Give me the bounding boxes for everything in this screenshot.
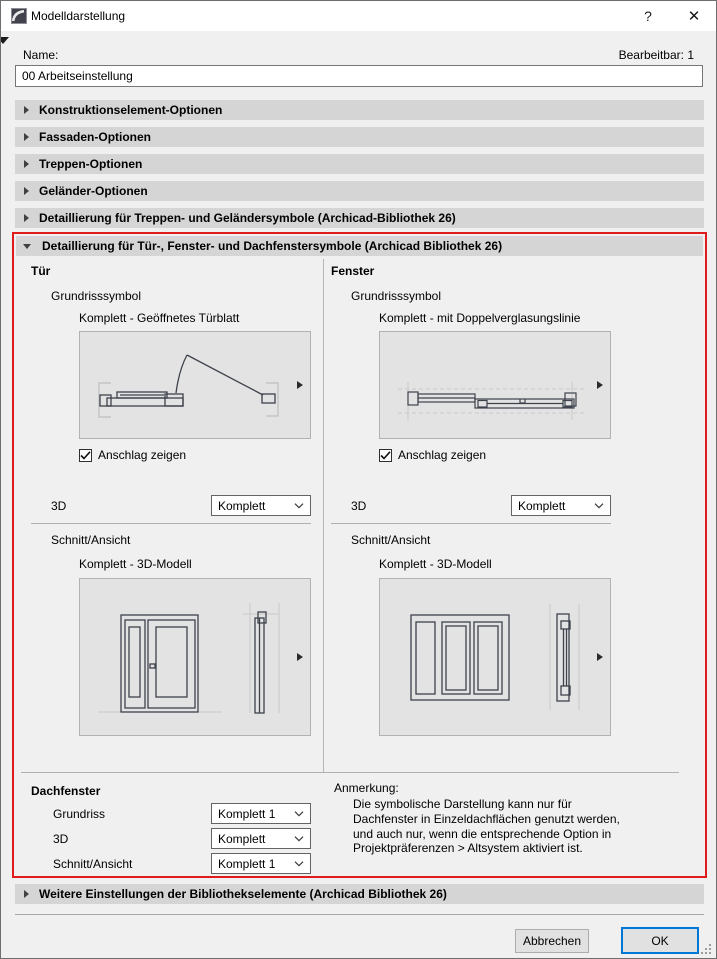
- help-button[interactable]: ?: [644, 8, 652, 24]
- door-section-value: Komplett - 3D-Modell: [79, 557, 192, 571]
- chevron-right-icon: [24, 890, 29, 898]
- chevron-down-icon: [294, 811, 304, 817]
- skylight-section-dropdown[interactable]: [211, 853, 311, 874]
- cancel-button[interactable]: Abbrechen: [515, 929, 589, 953]
- door-anschlag-checkbox-row: [79, 448, 186, 462]
- section-label: Detaillierung für Treppen- und Geländersymbole (Archicad-Bibliothek 26): [39, 211, 456, 225]
- chevron-down-icon: [594, 503, 604, 509]
- section-weitere-einstellungen[interactable]: [15, 884, 704, 904]
- title-bar: [1, 1, 716, 31]
- window-anschlag-label: Anschlag zeigen: [398, 448, 487, 462]
- window-elevation-preview[interactable]: [379, 578, 611, 736]
- chevron-right-icon: [24, 187, 29, 195]
- note-line: Projektpräferenzen > Altsystem aktiviert ist.: [353, 841, 583, 856]
- skylight-grundriss-label: Grundriss: [53, 807, 106, 821]
- window-plan-label: Grundrisssymbol: [351, 289, 442, 303]
- edge-marker-icon: [0, 37, 9, 44]
- flyout-arrow-icon[interactable]: [597, 653, 603, 661]
- door-3d-value: Komplett: [218, 498, 266, 513]
- section-label: Fassaden-Optionen: [39, 130, 152, 144]
- section-label: Weitere Einstellungen der Bibliothekselemente (Archicad Bibliothek 26): [39, 887, 447, 901]
- note-line: Die symbolische Darstellung kann nur für: [353, 797, 572, 811]
- door-plan-value: Komplett - Geöffnetes Türblatt: [79, 311, 240, 325]
- chevron-right-icon: [24, 214, 29, 222]
- note-title: Anmerkung:: [334, 781, 399, 795]
- window-3d-dropdown[interactable]: [511, 495, 611, 516]
- chevron-down-icon: [294, 836, 304, 842]
- dachfenster-divider: [21, 772, 679, 773]
- section-fassaden[interactable]: [15, 127, 704, 147]
- chevron-right-icon: [24, 106, 29, 114]
- door-elevation-drawing: [80, 579, 310, 735]
- window-section-label: Schnitt/Ansicht: [351, 533, 431, 547]
- chevron-down-icon: [23, 244, 31, 249]
- name-label: Name:: [23, 48, 59, 62]
- window-3d-value: Komplett: [518, 498, 566, 513]
- door-divider: [31, 523, 311, 524]
- window-plan-preview[interactable]: [379, 331, 611, 439]
- door-section-label: Schnitt/Ansicht: [51, 533, 131, 547]
- app-icon: [11, 8, 27, 24]
- window-plan-value: Komplett - mit Doppelverglasungslinie: [379, 311, 581, 325]
- section-treppen[interactable]: [15, 154, 704, 174]
- note-text: [353, 797, 620, 856]
- skylight-section-value: Komplett 1: [218, 856, 276, 871]
- window-divider: [331, 523, 611, 524]
- skylight-3d-dropdown[interactable]: [211, 828, 311, 849]
- window-elevation-drawing: [380, 579, 610, 735]
- skylight-section-label: Schnitt/Ansicht: [53, 857, 133, 871]
- skylight-3d-label: 3D: [53, 832, 69, 846]
- chevron-right-icon: [24, 160, 29, 168]
- door-plan-label: Grundrisssymbol: [51, 289, 142, 303]
- flyout-arrow-icon[interactable]: [597, 381, 603, 389]
- section-detaillierung-tuer-fenster[interactable]: [16, 236, 703, 256]
- door-title: Tür: [31, 264, 51, 278]
- section-detaillierung-treppen[interactable]: [15, 208, 704, 228]
- section-label: Treppen-Optionen: [39, 157, 143, 171]
- skylight-grundriss-value: Komplett 1: [218, 806, 276, 821]
- window-anschlag-checkbox-row: [379, 448, 486, 462]
- window-section-value: Komplett - 3D-Modell: [379, 557, 492, 571]
- note-line: Dachfenster in Einzeldachflächen genutzt werden,: [353, 811, 620, 826]
- window-col-title: Fenster: [331, 264, 375, 278]
- skylight-grundriss-dropdown[interactable]: [211, 803, 311, 824]
- chevron-right-icon: [24, 133, 29, 141]
- door-plan-drawing: [80, 332, 310, 438]
- section-label: Konstruktionselement-Optionen: [39, 103, 223, 117]
- column-divider: [323, 259, 324, 772]
- section-gelaender[interactable]: [15, 181, 704, 201]
- flyout-arrow-icon[interactable]: [297, 653, 303, 661]
- chevron-down-icon: [294, 503, 304, 509]
- close-button[interactable]: ✕: [687, 8, 701, 25]
- window-anschlag-checkbox[interactable]: [379, 449, 392, 462]
- section-konstruktionselement[interactable]: [15, 100, 704, 120]
- note-line: und auch nur, wenn die entsprechende Option in: [353, 826, 612, 841]
- chevron-down-icon: [294, 861, 304, 867]
- door-plan-preview[interactable]: [79, 331, 311, 439]
- footer-divider: [15, 914, 704, 915]
- door-3d-label: 3D: [51, 499, 67, 513]
- editable-count-label: Bearbeitbar: 1: [618, 48, 694, 62]
- section-label: Geländer-Optionen: [39, 184, 148, 198]
- skylight-title: Dachfenster: [31, 784, 101, 798]
- window-plan-drawing: [380, 332, 610, 438]
- door-elevation-preview[interactable]: [79, 578, 311, 736]
- ok-button[interactable]: OK: [621, 927, 699, 954]
- door-3d-dropdown[interactable]: [211, 495, 311, 516]
- door-anschlag-label: Anschlag zeigen: [98, 448, 187, 462]
- window-3d-label: 3D: [351, 499, 367, 513]
- section-label: Detaillierung für Tür-, Fenster- und Dachfenstersymbole (Archicad Bibliothek 26): [42, 239, 503, 253]
- window-title: Modelldarstellung: [31, 9, 126, 23]
- door-anschlag-checkbox[interactable]: [79, 449, 92, 462]
- name-input[interactable]: [15, 65, 703, 87]
- resize-grip[interactable]: [700, 943, 712, 955]
- skylight-3d-value: Komplett: [218, 831, 266, 846]
- flyout-arrow-icon[interactable]: [297, 381, 303, 389]
